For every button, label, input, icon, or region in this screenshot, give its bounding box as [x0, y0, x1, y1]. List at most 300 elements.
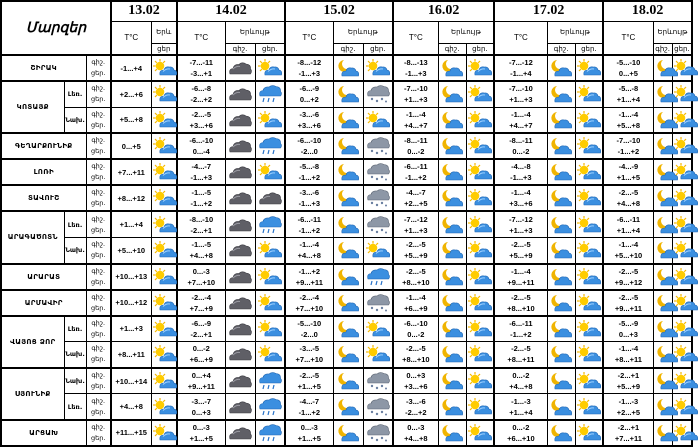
temperature-cell — [285, 159, 333, 185]
region-name: ԱՐՑԱԽ — [1, 420, 86, 446]
weather-cell — [225, 316, 255, 342]
temp-header: T°C — [111, 21, 151, 55]
night-temperature: -1...-3 — [511, 396, 531, 406]
moon-cloud-icon — [439, 423, 466, 443]
table-row — [1, 368, 692, 394]
temperature-cell — [494, 107, 547, 133]
temperature-cell — [285, 420, 333, 446]
weather-cell — [547, 368, 575, 394]
sun-cloud-icon — [576, 84, 603, 104]
dark-cloud-icon — [226, 110, 255, 130]
temperature-cell — [494, 55, 547, 81]
cloud-snow-icon — [364, 397, 393, 417]
day-header: ցեր — [151, 43, 177, 55]
day-temperature: +9...+11 — [507, 277, 535, 287]
temperature-cell — [603, 342, 653, 368]
table-row — [1, 211, 692, 237]
weather-cell — [333, 368, 363, 394]
weather-cell — [333, 185, 363, 211]
dark-cloud-icon — [226, 397, 255, 417]
weather-cell — [672, 342, 692, 368]
sun-cloud-icon — [152, 84, 177, 104]
date-header: 15.02 — [285, 1, 393, 21]
dark-cloud-icon — [226, 267, 255, 287]
sun-cloud-icon — [152, 215, 177, 235]
sun-cloud-icon — [152, 136, 177, 156]
weather-cell — [653, 81, 672, 107]
weather-cell — [547, 420, 575, 446]
day-temperature: +1...+5 — [297, 433, 321, 443]
cloud-snow-icon — [364, 423, 393, 443]
day-temperature: +6...+9 — [404, 303, 428, 313]
day-temperature: -1...+2 — [298, 407, 321, 417]
weather-cell — [363, 368, 393, 394]
sun-cloud-icon — [364, 58, 393, 78]
night-label: գիշ. — [91, 58, 106, 67]
temperature-cell — [285, 185, 333, 211]
moon-cloud-icon — [548, 136, 575, 156]
moon-cloud-icon — [548, 84, 575, 104]
night-temperature: -5...-8 — [618, 84, 639, 94]
region-name: ՇԻՐԱԿ — [1, 55, 86, 81]
night-temperature: -6...-11 — [297, 214, 321, 224]
weather-cell — [151, 264, 177, 290]
subregion-name: Լեռ. — [64, 211, 86, 237]
table-row — [1, 394, 692, 420]
weather-cell — [333, 237, 363, 263]
night-temperature: -5...-8 — [299, 162, 320, 172]
temperature-cell — [393, 394, 438, 420]
day-temperature: 0...-2 — [512, 147, 530, 157]
sun-cloud-icon — [576, 136, 603, 156]
temperature-cell — [603, 55, 653, 81]
day-label: ցեր. — [91, 95, 106, 104]
sun-cloud-icon — [576, 293, 603, 313]
weather-cell — [547, 290, 575, 316]
subregion-name: Նախ. — [64, 237, 86, 263]
weather-cell — [333, 420, 363, 446]
day-temperature: +3...+6 — [404, 382, 428, 392]
night-temperature: -1...-4 — [511, 266, 531, 276]
dark-cloud-icon — [226, 293, 255, 313]
night-temperature: -8...-13 — [403, 58, 428, 68]
weather-cell — [225, 185, 255, 211]
day-temperature: +1...+5 — [616, 173, 641, 183]
weather-cell — [672, 55, 692, 81]
date-header: 17.02 — [494, 1, 603, 21]
temperature-cell — [111, 185, 151, 211]
table-row — [1, 237, 692, 263]
moon-cloud-icon — [548, 240, 575, 260]
temperature-cell — [603, 368, 653, 394]
moon-cloud-icon — [334, 319, 363, 339]
night-temperature: -8...-11 — [509, 136, 533, 146]
weather-cell — [363, 237, 393, 263]
night-temperature: -2...-5 — [191, 109, 212, 119]
weather-cell — [255, 133, 285, 159]
sun-cloud-icon — [256, 162, 285, 182]
night-temperature: -2...-5 — [299, 371, 320, 381]
moon-cloud-icon — [334, 293, 363, 313]
weather-cell — [225, 342, 255, 368]
temperature-cell — [494, 211, 547, 237]
weather-cell — [547, 133, 575, 159]
moon-cloud-icon — [548, 423, 575, 443]
dark-cloud-icon — [226, 371, 255, 391]
day-temperature: +5...+9 — [616, 382, 641, 392]
weather-cell — [438, 81, 466, 107]
sun-cloud-icon — [576, 267, 603, 287]
moon-cloud-icon — [439, 162, 466, 182]
moon-cloud-icon — [548, 215, 575, 235]
weather-cell — [575, 185, 603, 211]
sun-cloud-icon — [152, 293, 177, 313]
weather-cell — [672, 368, 692, 394]
phenomena-header: Երևույթ — [438, 21, 494, 43]
day-temperature: +7...+9 — [189, 303, 213, 313]
weather-cell — [363, 81, 393, 107]
sun-cloud-icon — [256, 58, 285, 78]
weather-cell — [575, 316, 603, 342]
weather-cell — [547, 264, 575, 290]
temperature-cell — [111, 133, 151, 159]
moon-cloud-icon — [654, 371, 672, 391]
weather-cell — [466, 316, 494, 342]
moon-cloud-icon — [654, 84, 672, 104]
weather-cell — [151, 342, 177, 368]
region-name: ԱՐՄԱՎԻՐ — [1, 290, 86, 316]
night-temperature: -2...-5 — [511, 292, 531, 302]
weather-cell — [672, 264, 692, 290]
temperature-cell — [285, 264, 333, 290]
temperature-cell — [603, 290, 653, 316]
period-labels — [86, 290, 111, 316]
sun-cloud-icon — [152, 267, 177, 287]
temperature-cell — [393, 264, 438, 290]
moon-cloud-icon — [439, 58, 466, 78]
temperature-cell — [285, 237, 333, 263]
cloud-rain-icon — [256, 423, 285, 443]
weather-cell — [466, 368, 494, 394]
table-title: Մարզեր — [1, 1, 111, 55]
night-header: գիշ. — [438, 43, 466, 55]
day-temperature: +9...+11 — [295, 277, 323, 287]
night-temperature: -4...-7 — [299, 396, 320, 406]
weather-cell — [653, 133, 672, 159]
weather-cell — [672, 81, 692, 107]
phenomena-header: Երևույթ — [653, 21, 692, 43]
moon-cloud-icon — [334, 188, 363, 208]
cloud-rain-icon — [256, 371, 285, 391]
weather-cell — [547, 394, 575, 420]
night-temperature: -2...-5 — [511, 240, 531, 250]
moon-cloud-icon — [654, 136, 672, 156]
temperature-cell — [177, 342, 225, 368]
day-temperature: +9...+11 — [614, 303, 642, 313]
temperature-cell — [494, 420, 547, 446]
night-temperature: -3...-5 — [299, 344, 320, 354]
temperature-cell — [494, 264, 547, 290]
period-labels — [86, 185, 111, 211]
day-temperature: +9...+12 — [614, 277, 643, 287]
table-row — [1, 342, 692, 368]
day-label: ցեր. — [91, 407, 106, 416]
day-temperature: +1...+4 — [616, 95, 641, 105]
weather-cell — [466, 211, 494, 237]
night-temperature: -7...-11 — [189, 58, 213, 68]
temp-header: T°C — [494, 21, 547, 55]
day-temperature: +3...+6 — [189, 120, 213, 130]
weather-cell — [438, 316, 466, 342]
night-temperature: -1...-4 — [618, 240, 639, 250]
temperature-cell — [285, 394, 333, 420]
day-temperature: -1...+3 — [298, 69, 321, 79]
weather-cell — [151, 81, 177, 107]
day-temperature: -1...+2 — [298, 225, 321, 235]
weather-cell — [255, 237, 285, 263]
weather-cell — [333, 81, 363, 107]
dark-cloud-icon — [226, 319, 255, 339]
moon-cloud-icon — [548, 162, 575, 182]
weather-cell — [363, 159, 393, 185]
weather-cell — [547, 107, 575, 133]
weather-cell — [466, 133, 494, 159]
day-label: ցեր. — [91, 355, 106, 364]
temperature-cell — [393, 185, 438, 211]
temperature-cell — [285, 107, 333, 133]
night-header: գիշ. — [653, 43, 672, 55]
moon-cloud-icon — [548, 397, 575, 417]
cloud-snow-icon — [364, 84, 393, 104]
weather-cell — [575, 368, 603, 394]
weather-cell — [225, 159, 255, 185]
weather-cell — [575, 133, 603, 159]
weather-cell — [363, 316, 393, 342]
night-temperature: -2...-5 — [406, 344, 426, 354]
moon-cloud-icon — [439, 371, 466, 391]
sun-cloud-icon — [467, 344, 494, 364]
temperature-cell — [494, 185, 547, 211]
moon-cloud-icon — [654, 293, 672, 313]
weather-cell — [255, 185, 285, 211]
night-temperature: -6...-11 — [616, 214, 641, 224]
temperature-cell — [177, 211, 225, 237]
weather-cell — [151, 368, 177, 394]
temperature-cell — [177, 316, 225, 342]
sun-cloud-icon — [467, 188, 494, 208]
night-header: գիշ. — [333, 43, 363, 55]
night-temperature: -3...-6 — [406, 396, 426, 406]
day-temperature: +2...+5 — [404, 199, 428, 209]
weather-cell — [151, 185, 177, 211]
weather-cell — [255, 264, 285, 290]
weather-cell — [255, 55, 285, 81]
day-temperature: -1...+2 — [405, 173, 427, 183]
weather-cell — [653, 368, 672, 394]
weather-cell — [333, 264, 363, 290]
day-temperature: +4...+7 — [509, 120, 533, 130]
weather-cell — [438, 55, 466, 81]
night-temperature: -2...-5 — [618, 266, 639, 276]
weather-cell — [575, 81, 603, 107]
temperature-cell — [393, 81, 438, 107]
cloud-snow-icon — [364, 293, 393, 313]
sun-cloud-icon — [256, 267, 285, 287]
weather-cell — [575, 55, 603, 81]
moon-cloud-icon — [334, 58, 363, 78]
day-temperature: +1...+3 — [509, 225, 533, 235]
temp-header: T°C — [177, 21, 225, 55]
moon-cloud-icon — [654, 397, 672, 417]
table-row — [1, 133, 692, 159]
weather-cell — [672, 237, 692, 263]
day-temperature: +8...+11 — [507, 355, 535, 365]
cloud-snow-icon — [364, 136, 393, 156]
table-row — [1, 55, 692, 81]
weather-cell — [653, 107, 672, 133]
day-temperature: 0...-2 — [407, 147, 425, 157]
weather-cell — [255, 159, 285, 185]
temp-header: T°C — [603, 21, 653, 55]
weather-cell — [466, 420, 494, 446]
sun-cloud-icon — [152, 319, 177, 339]
night-temperature: -1...-4 — [406, 292, 426, 302]
night-temperature: -5...-10 — [616, 58, 641, 68]
weather-cell — [255, 211, 285, 237]
temperature-cell — [603, 211, 653, 237]
night-temperature: -8...-12 — [297, 58, 322, 68]
temperature-cell — [285, 55, 333, 81]
weather-cell — [438, 211, 466, 237]
temperature-cell — [393, 290, 438, 316]
day-temperature: +9...+11 — [187, 382, 215, 392]
weather-cell — [151, 316, 177, 342]
night-temperature: -1...-4 — [406, 109, 426, 119]
temperature-cell — [494, 237, 547, 263]
temperature-cell — [177, 237, 225, 263]
temperature-cell — [603, 81, 653, 107]
temperature-cell — [111, 316, 151, 342]
night-temperature: 0...-2 — [512, 371, 530, 381]
weather-cell — [466, 394, 494, 420]
day-label: ցեր. — [91, 303, 106, 312]
day-label: ցեր. — [91, 199, 106, 208]
temperature-cell — [177, 81, 225, 107]
temperature-cell — [494, 133, 547, 159]
day-temperature: +8...+12 — [117, 193, 146, 203]
table-row — [1, 107, 692, 133]
weather-cell — [466, 237, 494, 263]
region-name: ՍՅՈՒՆԻՔ — [1, 368, 64, 420]
moon-cloud-icon — [548, 188, 575, 208]
moon-cloud-icon — [439, 136, 466, 156]
day-temperature: 0...-4 — [192, 147, 210, 157]
night-temperature: -1...-4 — [618, 344, 639, 354]
weather-cell — [438, 185, 466, 211]
night-temperature: -3...-7 — [191, 396, 212, 406]
night-label: գիշ. — [91, 109, 106, 118]
weather-cell — [575, 211, 603, 237]
day-temperature: +10...+12 — [115, 298, 148, 308]
moon-cloud-icon — [334, 215, 363, 235]
night-temperature: -2...+1 — [617, 371, 640, 381]
night-temperature: -7...-12 — [403, 214, 428, 224]
temp-header: T°C — [285, 21, 333, 55]
sun-cloud-icon — [256, 344, 285, 364]
weather-cell — [438, 368, 466, 394]
cloud-snow-icon — [364, 162, 393, 182]
day-temperature: 0...+3 — [191, 407, 211, 417]
temperature-cell — [177, 394, 225, 420]
night-temperature: -1...-5 — [191, 188, 212, 198]
cloud-snow-icon — [364, 215, 393, 235]
day-temperature: -3...+1 — [190, 69, 213, 79]
night-temperature: -1...+2 — [298, 266, 321, 276]
dark-cloud-icon — [226, 58, 255, 78]
table-row — [1, 159, 692, 185]
period-labels — [86, 55, 111, 81]
sun-cloud-icon — [467, 293, 494, 313]
temperature-cell — [177, 368, 225, 394]
dark-cloud-icon — [226, 240, 255, 260]
weather-cell — [672, 185, 692, 211]
day-temperature: +2...+6 — [119, 89, 143, 99]
weather-cell — [653, 342, 672, 368]
day-temperature: +1...+4 — [509, 407, 533, 417]
sun-cloud-icon — [152, 188, 177, 208]
weather-cell — [225, 264, 255, 290]
weather-cell — [225, 290, 255, 316]
sun-cloud-icon — [576, 371, 603, 391]
dark-cloud-icon — [226, 423, 255, 443]
moon-cloud-icon — [439, 240, 466, 260]
sun-cloud-icon — [467, 215, 494, 235]
weather-cell — [575, 394, 603, 420]
night-temperature: -3...-6 — [299, 109, 320, 119]
weather-cell — [438, 342, 466, 368]
temperature-cell — [494, 394, 547, 420]
weather-cell — [547, 55, 575, 81]
weather-cell — [363, 264, 393, 290]
weather-cell — [363, 420, 393, 446]
weather-cell — [151, 290, 177, 316]
night-label: գիշ. — [91, 396, 106, 405]
sun-cloud-icon — [467, 397, 494, 417]
sun-cloud-icon — [576, 423, 603, 443]
moon-cloud-icon — [439, 397, 466, 417]
weather-cell — [255, 290, 285, 316]
weather-cell — [547, 342, 575, 368]
day-temperature: -1...+3 — [510, 173, 532, 183]
sun-cloud-icon — [576, 162, 603, 182]
weather-cell — [466, 264, 494, 290]
night-temperature: 0...-2 — [192, 344, 210, 354]
temperature-cell — [603, 185, 653, 211]
sun-cloud-icon — [256, 293, 285, 313]
day-label: ցեր. — [91, 277, 106, 286]
night-temperature: -3...-6 — [299, 188, 320, 198]
day-temperature: +7...+11 — [117, 167, 145, 177]
day-temperature: +7...+10 — [187, 277, 216, 287]
temperature-cell — [603, 237, 653, 263]
day-temperature: -2...+2 — [405, 407, 427, 417]
temperature-cell — [177, 185, 225, 211]
night-label: գիշ. — [91, 162, 106, 171]
weather-cell — [225, 420, 255, 446]
moon-cloud-icon — [439, 215, 466, 235]
weather-cell — [466, 107, 494, 133]
moon-cloud-icon — [334, 397, 363, 417]
